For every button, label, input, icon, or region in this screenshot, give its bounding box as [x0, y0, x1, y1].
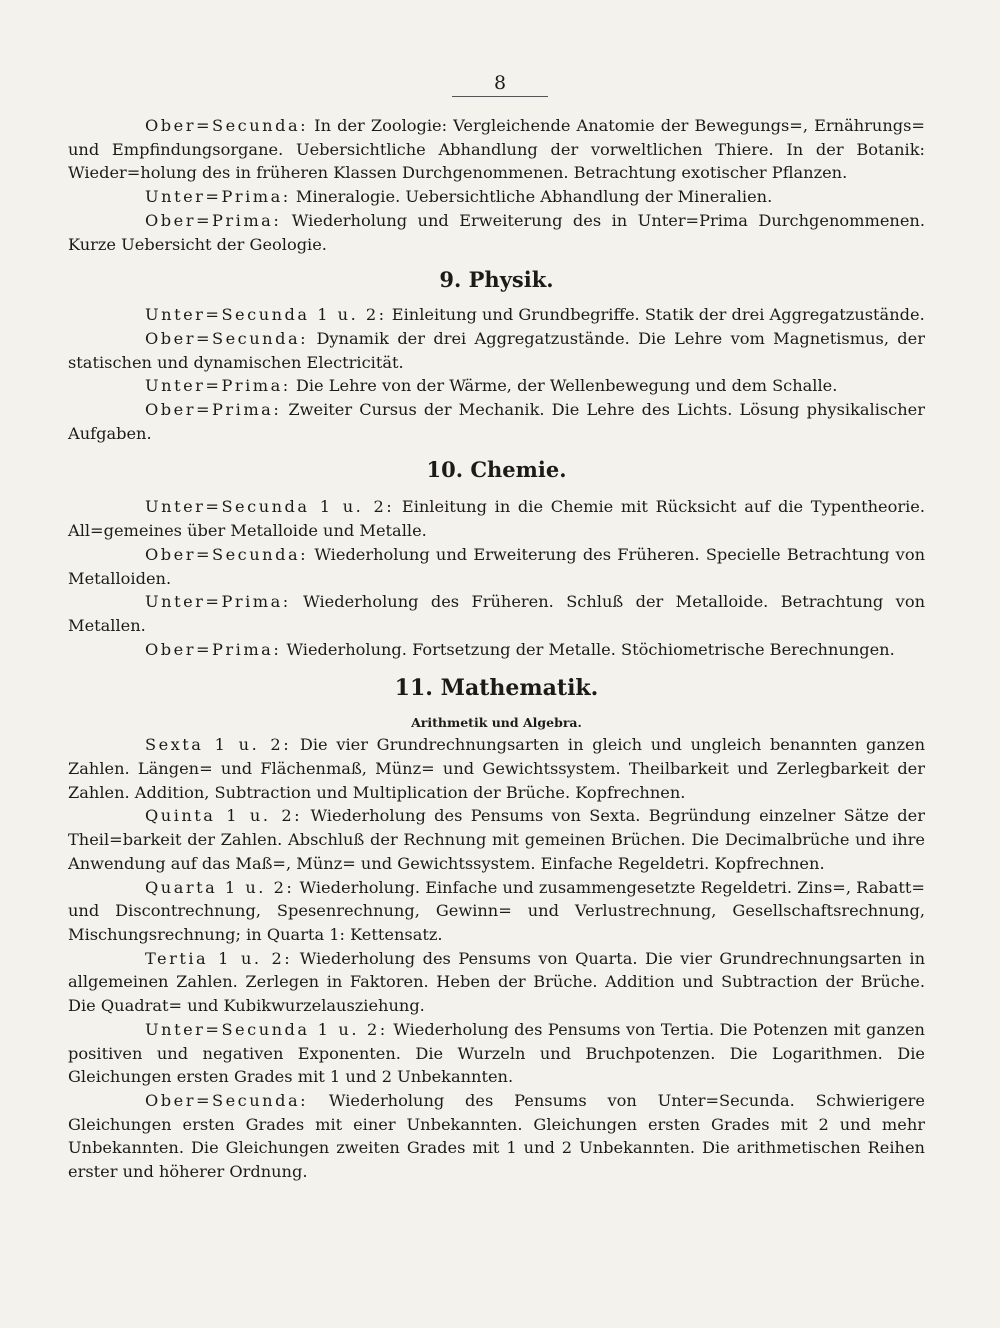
paragraph: [68, 1089, 925, 1184]
paragraph-text: Einleitung in die Chemie mit Rücksicht auf die Typentheorie. All=gemeines über Metalloide und Metalle.: [68, 497, 925, 541]
paragraph: [68, 733, 925, 804]
paragraph: [68, 185, 925, 209]
paragraph: [68, 374, 925, 398]
paragraph: [68, 209, 925, 256]
paragraph-text: Wiederholung und Erweiterung des Früheren. Specielle Betrachtung von Metalloiden.: [68, 544, 925, 588]
paragraph: [68, 804, 925, 875]
paragraph: [68, 114, 925, 185]
paragraph-label: Ober=Secunda:: [145, 116, 309, 135]
paragraph-label: Unter=Prima:: [145, 187, 291, 207]
paragraph: [68, 303, 925, 327]
paragraph-text: Wiederholung. Fortsetzung der Metalle. Stöchiometrische Berechnungen.: [286, 639, 895, 659]
paragraph: [68, 947, 925, 1018]
paragraph-text: Wiederholung des Pensums von Sexta. Begründung einzelner Sätze der Theil=barkeit der Zahlen. Abschluß der Rechnung mit gemeinen Brüchen. Die Decimalbrüche und ihre Anwendung auf das Maß=, Münz= und Gewichtssystem. Einfache Regeldetri. Kopfrechnen.: [68, 806, 925, 873]
paragraph-text: Wiederholung des Pensums von Tertia. Die Potenzen mit ganzen positiven und negativen Exponenten. Die Wurzeln und Bruchpotenzen. Die Logarithmen. Die Gleichungen ersten Grades mit 1 und 2 Unbekannten.: [68, 1019, 925, 1087]
paragraph-label: Unter=Prima:: [145, 592, 291, 612]
paragraph-text: Mineralogie. Uebersichtliche Abhandlung der Mineralien.: [295, 187, 773, 207]
paragraph-text: Die Lehre von der Wärme, der Wellenbewegung und dem Schalle.: [295, 376, 838, 396]
paragraph-text: Einleitung und Grundbegriffe. Statik der drei Aggregatzustände.: [391, 305, 925, 325]
subsection-heading: Arithmetik und Algebra.: [411, 715, 582, 731]
page-number: 8: [493, 72, 507, 94]
paragraph-label: Ober=Secunda:: [145, 328, 309, 348]
paragraph-text: Wiederholung des Pensums von Unter=Secunda. Schwierigere Gleichungen ersten Grades mit einer Unbekannten. Gleichungen ersten Grades mit 2 und mehr Unbekannten. Die Gleichungen zweiten Grades mit 1 und 2 Unbekannten. Die arithmetischen Reihen erster und höherer Ordnung.: [68, 1090, 925, 1182]
section-heading-mathematik: 11. Mathematik.: [394, 675, 599, 702]
paragraph-label: Ober=Secunda:: [145, 1090, 309, 1110]
paragraph-text: Wiederholung des Pensums von Quarta. Die vier Grundrechnungsarten in allgemeinen Zahlen. Zerlegen in Faktoren. Heben der Brüche. Addition und Subtraction der Brüche. Die Quadrat= und Kubikwurzelausziehung.: [68, 948, 925, 1016]
paragraph: [68, 1018, 925, 1089]
section-heading-chemie: 10. Chemie.: [426, 457, 567, 483]
paragraph: [68, 876, 925, 947]
paragraph-label: Tertia 1 u. 2:: [145, 948, 293, 968]
paragraph-label: Unter=Prima:: [145, 376, 291, 396]
paragraph-label: Ober=Prima:: [145, 639, 282, 659]
paragraph-label: Ober=Secunda:: [145, 544, 309, 564]
paragraph: [68, 327, 925, 374]
paragraph: [68, 495, 925, 542]
paragraph: [68, 590, 925, 637]
paragraph-label: Unter=Secunda 1 u. 2:: [145, 497, 395, 517]
paragraph-text: Wiederholung und Erweiterung des in Unter=Prima Durchgenommenen. Kurze Uebersicht der Geologie.: [68, 210, 925, 254]
paragraph-label: Quinta 1 u. 2:: [145, 806, 303, 826]
paragraph: [68, 543, 925, 590]
paragraph-text: Dynamik der drei Aggregatzustände. Die Lehre vom Magnetismus, der statischen und dynamischen Electricität.: [68, 328, 925, 372]
section-heading-physik: 9. Physik.: [439, 267, 554, 293]
page-body: [68, 114, 925, 1184]
paragraph-text: In der Zoologie: Vergleichende Anatomie der Bewegungs=, Ernährungs= und Empfindungsorgane. Uebersichtliche Abhandlung der vorweltlichen Thiere. In der Botanik: Wieder=holung des in früheren Klassen Durchgenommenen. Betrachtung exotischer Pflanzen.: [68, 116, 925, 183]
paragraph-text: Zweiter Cursus der Mechanik. Die Lehre des Lichts. Lösung physikalischer Aufgaben.: [68, 400, 925, 443]
paragraph-label: Ober=Prima:: [145, 210, 282, 230]
paragraph: [68, 398, 925, 445]
paragraph-label: Ober=Prima:: [145, 400, 282, 420]
paragraph: [68, 638, 925, 662]
paragraph-label: Quarta 1 u. 2:: [145, 877, 295, 897]
page-number-rule: [452, 96, 548, 97]
paragraph-text: Die vier Grundrechnungsarten in gleich und ungleich benannten ganzen Zahlen. Längen= und Flächenmaß, Münz= und Gewichtssystem. Theilbarkeit und Zerlegbarkeit der Zahlen. Addition, Subtraction und Multiplication der Brüche. Kopfrechnen.: [68, 735, 925, 802]
paragraph-label: Unter=Secunda 1 u. 2:: [145, 1019, 388, 1039]
paragraph-label: Unter=Secunda 1 u. 2:: [145, 305, 387, 325]
paragraph-label: Sexta 1 u. 2:: [145, 735, 292, 755]
paragraph-text: Wiederholung des Früheren. Schluß der Metalloide. Betrachtung von Metallen.: [68, 592, 926, 635]
paragraph-text: Wiederholung. Einfache und zusammengesetzte Regeldetri. Zins=, Rabatt= und Discontrechnung, Spesenrechnung, Gewinn= und Verlustrechnung, Gesellschaftsrechnung, Mischungsrechnung; in Quarta 1: Kettensatz.: [68, 877, 925, 944]
